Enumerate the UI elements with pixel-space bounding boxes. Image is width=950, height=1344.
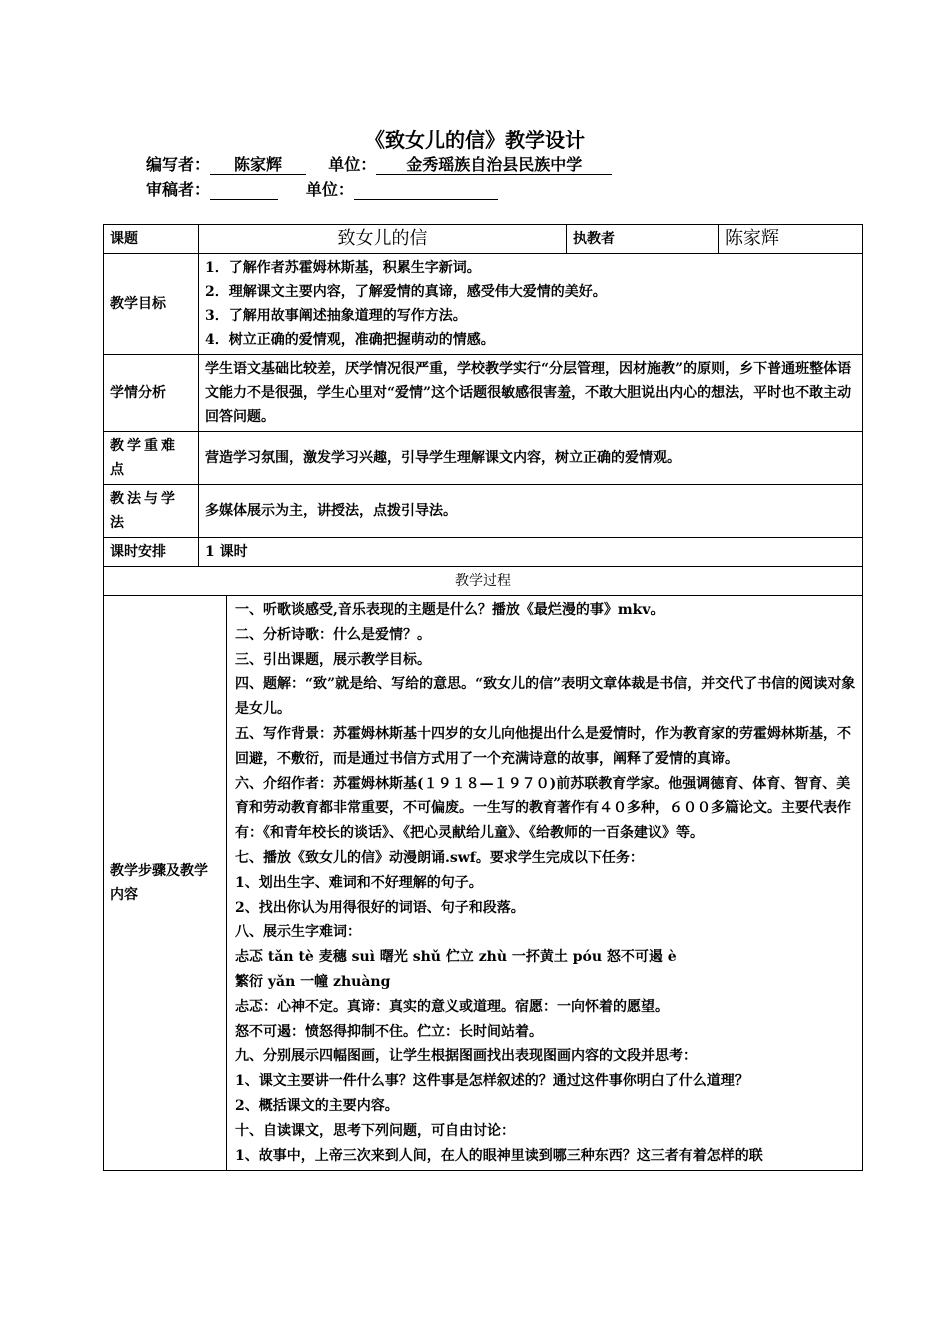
- goals-row: [104, 254, 863, 355]
- steps-label: 教学步骤及教学内容: [104, 596, 227, 1171]
- step-line: 十、自读课文，思考下列问题，可自由讨论：: [235, 1122, 515, 1139]
- step-line: 繁衍 yǎn 一幢 zhuàng: [235, 973, 391, 990]
- key-row: [104, 432, 863, 485]
- author-label: 编写者：: [146, 155, 211, 174]
- steps-row: [104, 596, 863, 1171]
- step-line: 七、播放《致女儿的信》动漫朗诵.swf。要求学生完成以下任务：: [235, 849, 644, 866]
- document-title: 《致女儿的信》教学设计: [365, 128, 585, 152]
- step-line: 五、写作背景：苏霍姆林斯基十四岁的女儿向他提出什么是爱情时，作为教育家的劳霍姆林斯基，不回避，不敷衍，而是通过书信方式用了一个充满诗意的故事，阐释了爱情的真谛。: [235, 725, 851, 767]
- reviewer-line: [146, 177, 498, 200]
- reviewer-name: [210, 180, 278, 200]
- unit2-name: [354, 180, 498, 200]
- teacher-value: 陈家辉: [719, 225, 863, 254]
- step-line: 四、题解：“致”就是给、写给的意思。“致女儿的信”表明文章体裁是书信，并交代了书信的阅读对象是女儿。: [235, 676, 856, 718]
- steps-content: [227, 596, 863, 1171]
- step-line: 二、分析诗歌：什么是爱情？。: [235, 626, 431, 643]
- topic-row: [104, 225, 863, 254]
- method-label: 教法与学法: [104, 485, 199, 538]
- goal-item: 2．理解课文主要内容，了解爱情的真谛，感受伟大爱情的美好。: [205, 284, 607, 300]
- step-line: 一、听歌谈感受,音乐表现的主题是什么？播放《最烂漫的事》mkv。: [235, 602, 665, 618]
- goals-content: [199, 254, 863, 355]
- step-line: 九、分别展示四幅图画，让学生根据图画找出表现图画内容的文段并思考：: [235, 1048, 697, 1065]
- process-header: 教学过程: [104, 567, 863, 596]
- goal-item: 3．了解用故事阐述抽象道理的写作方法。: [205, 308, 467, 324]
- author-line: [146, 152, 612, 175]
- topic-label: 课题: [104, 225, 199, 254]
- lesson-plan-table: [103, 224, 863, 1171]
- method-row: [104, 485, 863, 538]
- analysis-text: 学生语文基础比较差，厌学情况很严重，学校教学实行“分层管理，因材施教”的原则，乡下普通班整体语文能力不是很强，学生心里对“爱情”这个话题很敏感很害羞，不敢大胆说出内心的想法，平时也不敢主动回答问题。: [199, 355, 863, 432]
- step-line: 忐忑 tǎn tè 麦穗 suì 曙光 shǔ 伫立 zhù 一抔黄土 póu 怒不可遏 è: [235, 949, 677, 966]
- step-line: 2、概括课文的主要内容。: [235, 1097, 399, 1114]
- step-line: 怒不可遏：愤怒得抑制不住。伫立：长时间站着。: [235, 1023, 543, 1040]
- unit-name: 金秀瑶族自治县民族中学: [376, 155, 612, 175]
- goal-item: 1．了解作者苏霍姆林斯基，积累生字新词。: [205, 260, 481, 276]
- key-label: 教学重难点: [104, 432, 199, 485]
- step-line: 忐忑：心神不定。真谛：真实的意义或道理。宿愿：一向怀着的愿望。: [235, 998, 669, 1015]
- step-line: 六、介绍作者：苏霍姆林斯基(１９１８—１９７０)前苏联教育学家。他强调德育、体育、智育、美育和劳动教育都非常重要，不可偏废。一生写的教育著作有４０多种，６００多篇论文。主要代表作有：《和青年校长的谈话》、《把心灵献给儿童》、《给教师的一百条建议》等。: [235, 775, 851, 842]
- key-text: 营造学习氛围，激发学习兴趣，引导学生理解课文内容，树立正确的爱情观。: [199, 432, 863, 485]
- method-text: 多媒体展示为主，讲授法，点拨引导法。: [199, 485, 863, 538]
- step-line: 八、展示生字难词：: [235, 924, 361, 941]
- analysis-row: [104, 355, 863, 432]
- reviewer-label: 审稿者：: [146, 180, 211, 199]
- hours-label: 课时安排: [104, 538, 199, 567]
- analysis-label: 学情分析: [104, 355, 199, 432]
- teacher-label: 执教者: [567, 225, 719, 254]
- step-line: 1、故事中，上帝三次来到人间，在人的眼神里读到哪三种东西？这三者有着怎样的联: [235, 1147, 763, 1164]
- step-line: 1、划出生字、难词和不好理解的句子。: [235, 874, 483, 891]
- unit-label: 单位：: [328, 155, 377, 174]
- author-name: 陈家辉: [210, 155, 306, 175]
- hours-row: [104, 538, 863, 567]
- goal-item: 4．树立正确的爱情观，准确把握萌动的情感。: [205, 332, 495, 348]
- hours-value: 1 课时: [199, 538, 863, 567]
- process-header-row: [104, 567, 863, 596]
- topic-value: 致女儿的信: [199, 225, 567, 254]
- goals-label: 教学目标: [104, 254, 199, 355]
- step-line: 2、找出你认为用得很好的词语、句子和段落。: [235, 899, 525, 916]
- step-line: 1、课文主要讲一件什么事？这件事是怎样叙述的？通过这件事你明白了什么道理？: [235, 1073, 749, 1090]
- unit2-label: 单位：: [305, 180, 354, 199]
- step-line: 三、引出课题，展示教学目标。: [235, 651, 431, 668]
